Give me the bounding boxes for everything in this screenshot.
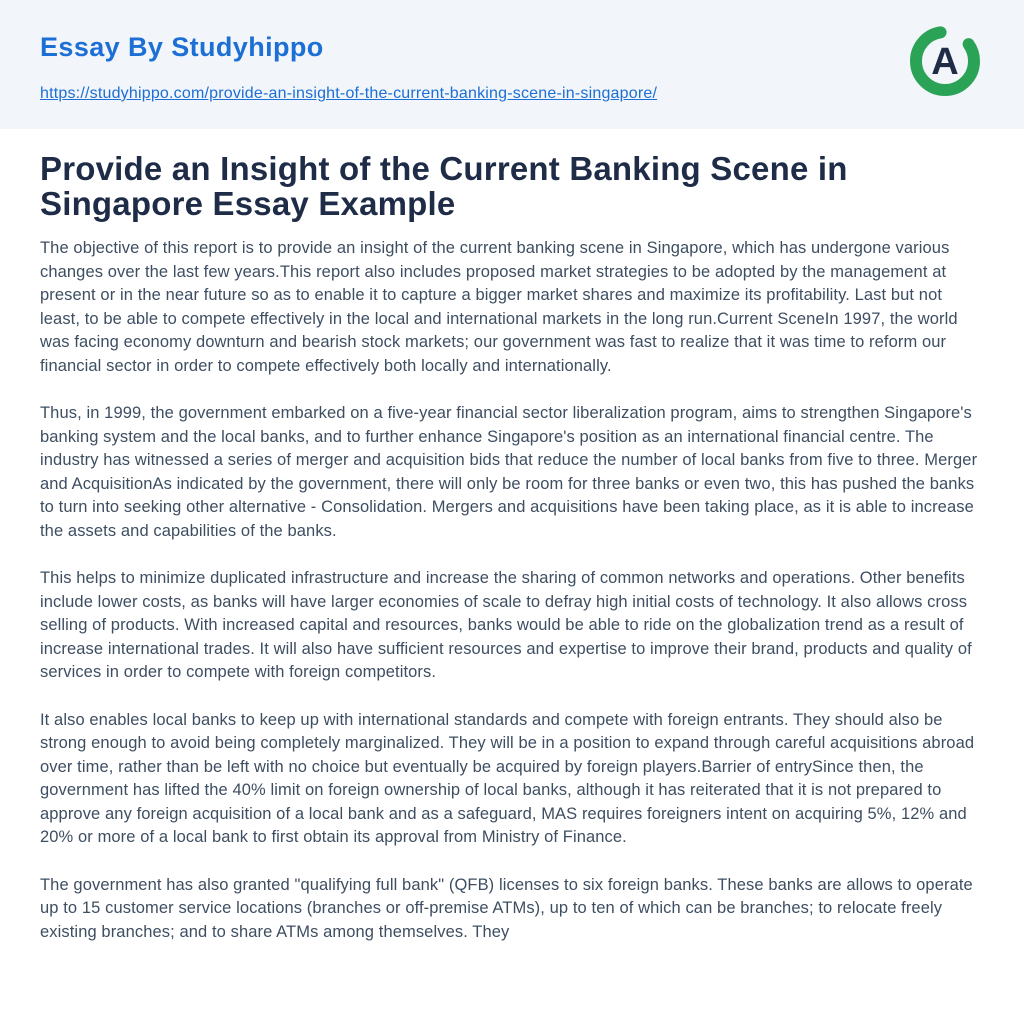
logo-letter: A bbox=[931, 41, 959, 83]
article-paragraph: This helps to minimize duplicated infrastructure and increase the sharing of common networks and operations. Other benefits include lower costs, as banks will have larger economies of scale to defray high initial costs of technology. It also allows cross selling of products. With increased capital and resources, banks would be able to ride on the globalization trend as a result of increase international trades. It will also have sufficient resources and expertise to improve their brand, products and quality of services in order to compete with foreign competitors. bbox=[40, 569, 972, 681]
brand-title: Essay By Studyhippo bbox=[40, 32, 324, 62]
article bbox=[0, 129, 1024, 944]
article-paragraph: The objective of this report is to provide an insight of the current banking scene in Singapore, which has undergone various changes over the last few years.This report also includes proposed market strategies to be adopted by the management at present or in the near future so as to enable it to capture a bigger market shares and maximize its profitability. Last but not least, to be able to compete effectively in the local and international markets in the long run.Current SceneIn 1997, the world was facing economy downturn and bearish stock markets; our government was fast to realize that it was time to reform our financial sector in order to compete effectively both locally and internationally. bbox=[40, 239, 958, 375]
page-url-link[interactable]: https://studyhippo.com/provide-an-insight-of-the-current-banking-scene-in-singapore/ bbox=[40, 85, 658, 102]
site-header bbox=[0, 0, 1024, 129]
studyhippo-logo-icon bbox=[910, 26, 980, 96]
page-title: Provide an Insight of the Current Banking Scene in Singapore Essay Example bbox=[40, 150, 848, 222]
article-paragraph: The government has also granted "qualifying full bank" (QFB) licenses to six foreign banks. These banks are allows to operate up to 15 customer service locations (branches or off-premise ATMs), up to ten of which can be branches; to relocate freely existing branches; and to share ATMs among themselves. They bbox=[40, 875, 973, 941]
studyhippo-logo bbox=[910, 26, 980, 96]
article-paragraph: Thus, in 1999, the government embarked on a five-year financial sector liberalization program, aims to strengthen Singapore's banking system and the local banks, and to further enhance Singapore's position as an international financial centre. The industry has witnessed a series of merger and acquisition bids that reduce the number of local banks from five to three. Merger and AcquisitionAs indicated by the government, there will only be room for three banks or even two, this has pushed the banks to turn into seeking other alternative - Consolidation. Mergers and acquisitions have been taking place, as it is able to increase the assets and capabilities of the banks. bbox=[40, 404, 978, 540]
article-paragraph: It also enables local banks to keep up with international standards and compete with foreign entrants. They should also be strong enough to avoid being completely marginalized. They will be in a position to expand through careful acquisitions abroad over time, rather than be left with no choice but eventually be acquired by foreign players.Barrier of entrySince then, the government has lifted the 40% limit on foreign ownership of local banks, although it has reiterated that it is not prepared to approve any foreign acquisition of a local bank and as a safeguard, MAS requires foreigners intent on acquiring 5%, 12% and 20% or more of a local bank to first obtain its approval from Ministry of Finance. bbox=[40, 710, 975, 846]
